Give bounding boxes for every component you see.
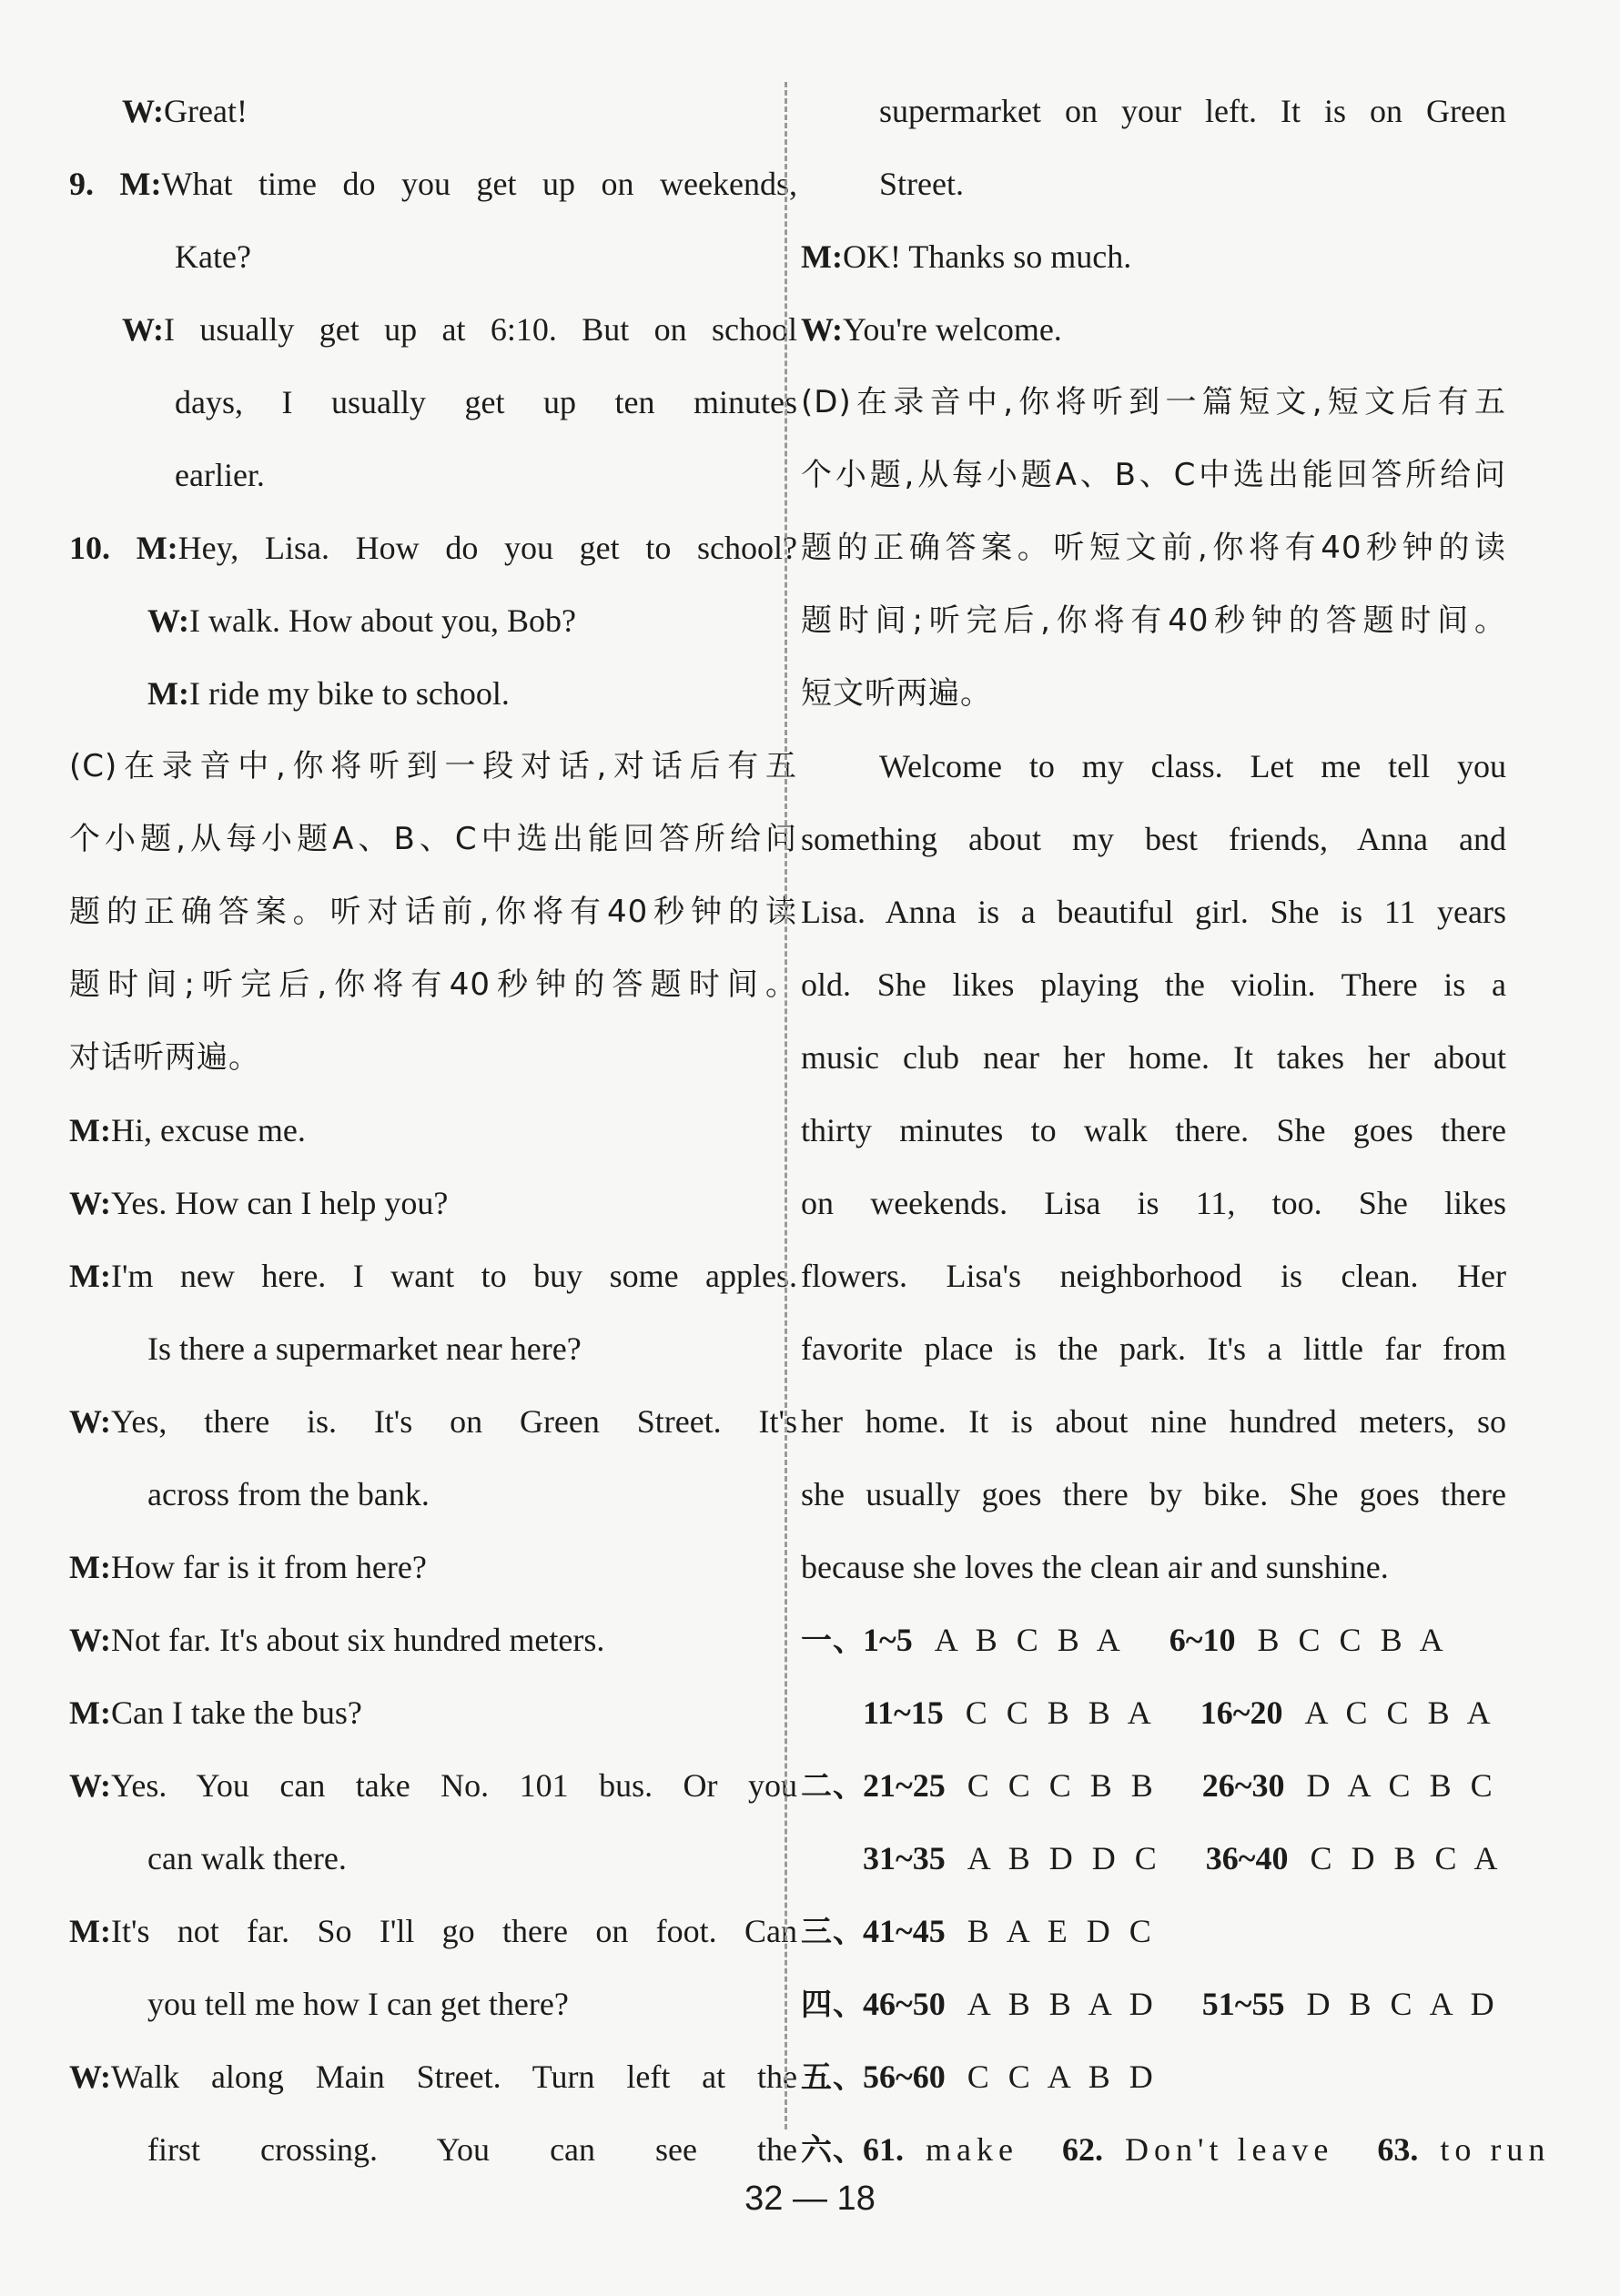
answer-row [801, 1967, 1506, 2040]
answer-range: 51~55 [1201, 1986, 1285, 2022]
answer-range: 41~45 [863, 1913, 946, 1949]
dialog-line: W:Yes. How can I help you? [69, 1185, 449, 1221]
dialog-line: days, I usually get up ten minutes [175, 384, 797, 420]
section-prefix: 六、 [801, 2132, 865, 2169]
answer-values: A B C B A [934, 1622, 1126, 1658]
section-d-instruction: (D)在录音中,你将听到一篇短文,短文后有五 [801, 384, 1506, 420]
section-c-instruction: 对话听两遍。 [69, 1039, 260, 1076]
passage-line: something about my best friends, Anna and [801, 821, 1506, 857]
dialog-line: first crossing. You can see the [147, 2131, 797, 2168]
section-prefix: 五、 [801, 2059, 865, 2096]
answer-values: D A C B C [1306, 1767, 1498, 1804]
answer-range: 26~30 [1201, 1767, 1285, 1804]
dialog-line: supermarket on your left. It is on Green [879, 93, 1506, 129]
dialog-line: W:I walk. How about you, Bob? [147, 602, 576, 639]
section-d-instruction: 短文听两遍。 [801, 675, 992, 712]
answer-values: C D B C A [1310, 1840, 1504, 1876]
dialog-line: Street. [879, 166, 964, 202]
left-column [69, 75, 797, 2186]
dialog-line: W:Yes, there is. It's on Green Street. It's [69, 1403, 797, 1440]
section-c-instruction: 个小题,从每小题A、B、C中选出能回答所给问 [69, 821, 797, 857]
passage-line: thirty minutes to walk there. She goes there [801, 1112, 1506, 1148]
right-column [801, 75, 1551, 2186]
section-prefix: 二、 [801, 1768, 865, 1805]
section-d-instruction: 题的正确答案。听短文前,你将有40秒钟的读 [801, 530, 1506, 566]
answer-values: C C B B A [965, 1694, 1157, 1731]
dialog-line: W:Not far. It's about six hundred meters. [69, 1622, 605, 1658]
section-c-instruction: 题的正确答案。听对话前,你将有40秒钟的读 [69, 894, 797, 930]
answer-range: 62. [1061, 2131, 1103, 2168]
answer-row [801, 1822, 1506, 1895]
answer-values: C C C B B [967, 1767, 1159, 1804]
dialog-line: M:Hi, excuse me. [69, 1112, 306, 1148]
section-prefix: 一、 [801, 1623, 865, 1659]
column-divider [785, 82, 787, 2129]
passage-line: because she loves the clean air and sunshine. [801, 1549, 1389, 1585]
dialog-line: M:OK! Thanks so much. [801, 238, 1132, 275]
dialog-line: Kate? [175, 238, 251, 275]
passage-line: old. She likes playing the violin. There is a [801, 966, 1506, 1003]
dialog-line: W:Great! [122, 93, 248, 129]
dialog-line: M:I'm new here. I want to buy some apples. [69, 1258, 797, 1294]
answer-range: 1~5 [863, 1622, 913, 1658]
passage-line: on weekends. Lisa is 11, too. She likes [801, 1185, 1506, 1221]
answer-range: 63. [1377, 2131, 1419, 2168]
dialog-line: W:Yes. You can take No. 101 bus. Or you [69, 1767, 797, 1804]
dialog-line: M:How far is it from here? [69, 1549, 427, 1585]
dialog-line: W:You're welcome. [801, 311, 1062, 348]
answer-range: 36~40 [1205, 1840, 1289, 1876]
page-number: 32 — 18 [744, 2180, 876, 2218]
answer-values: Don't leave [1124, 2131, 1334, 2168]
answer-values: A B D D C [967, 1840, 1162, 1876]
dialog-line: M:Can I take the bus? [69, 1694, 362, 1731]
answer-values: D B C A D [1306, 1986, 1500, 2022]
answer-range: 61. [863, 2131, 904, 2168]
section-prefix: 三、 [801, 1914, 865, 1950]
dialog-line: you tell me how I can get there? [147, 1986, 569, 2022]
answer-row [801, 2113, 1551, 2186]
dialog-line: across from the bank. [147, 1476, 430, 1512]
answer-range: 11~15 [863, 1694, 944, 1731]
answer-values: B A E D C [967, 1913, 1157, 1949]
answer-values: C C A B D [967, 2058, 1159, 2095]
section-c-instruction: 题时间;听完后,你将有40秒钟的答题时间。 [69, 966, 797, 1003]
question-9: 9. M:What time do you get up on weekends, [69, 166, 798, 202]
answer-range: 21~25 [863, 1767, 946, 1804]
dialog-line: W:I usually get up at 6:10. But on school [122, 311, 797, 348]
passage-line: she usually goes there by bike. She goes there [801, 1476, 1506, 1512]
section-c-instruction: (C)在录音中,你将听到一段对话,对话后有五 [69, 748, 797, 784]
passage-line: music club near her home. It takes her about [801, 1039, 1506, 1076]
section-prefix: 四、 [801, 1987, 865, 2023]
passage-line: Welcome to my class. Let me tell you [879, 748, 1506, 784]
passage-line: her home. It is about nine hundred meters, so [801, 1403, 1506, 1440]
section-d-instruction: 题时间;听完后,你将有40秒钟的答题时间。 [801, 602, 1506, 639]
answer-range: 46~50 [863, 1986, 946, 2022]
dialog-line: M:It's not far. So I'll go there on foot. Can [69, 1913, 797, 1949]
answer-range: 16~20 [1200, 1694, 1283, 1731]
answer-values: A C C B A [1304, 1694, 1496, 1731]
answer-values: A B B A D [967, 1986, 1159, 2022]
dialog-line: W:Walk along Main Street. Turn left at the [69, 2058, 797, 2095]
question-10: 10. M:Hey, Lisa. How do you get to school? [69, 530, 797, 566]
passage-line: Lisa. Anna is a beautiful girl. She is 11 years [801, 894, 1506, 930]
answer-values: B C C B A [1257, 1622, 1449, 1658]
dialog-line: Is there a supermarket near here? [147, 1330, 582, 1367]
answer-values: to run [1440, 2131, 1551, 2168]
answer-key [801, 1603, 1551, 2186]
answer-range: 56~60 [863, 2058, 946, 2095]
answer-row [801, 1749, 1506, 1822]
dialog-line: earlier. [175, 457, 265, 493]
dialog-line: can walk there. [147, 1840, 347, 1876]
answer-row [801, 1895, 1506, 1967]
passage-line: flowers. Lisa's neighborhood is clean. Her [801, 1258, 1506, 1294]
passage-line: favorite place is the park. It's a little far from [801, 1330, 1506, 1367]
answer-range: 31~35 [863, 1840, 946, 1876]
section-d-instruction: 个小题,从每小题A、B、C中选出能回答所给问 [801, 457, 1506, 493]
dialog-line: M:I ride my bike to school. [147, 675, 510, 712]
answer-values: make [926, 2131, 1018, 2168]
answer-row [801, 1676, 1506, 1749]
answer-row [801, 2040, 1506, 2113]
answer-range: 6~10 [1169, 1622, 1236, 1658]
answer-row [801, 1603, 1506, 1676]
